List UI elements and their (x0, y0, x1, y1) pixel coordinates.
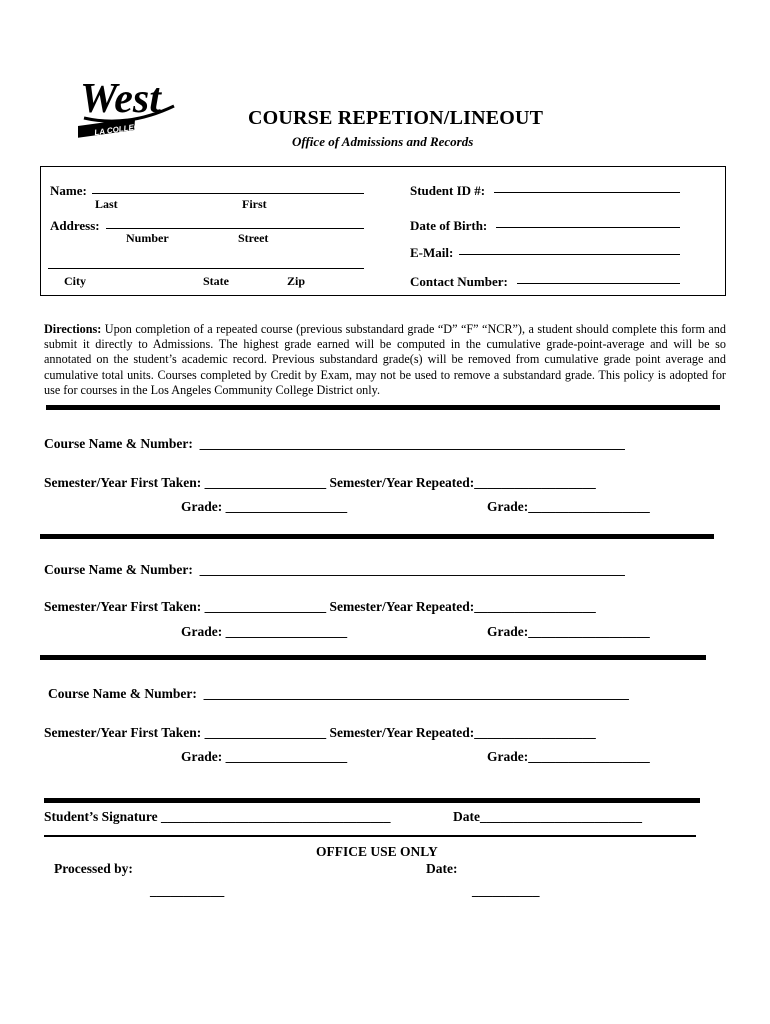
course-name-number-field[interactable]: Course Name & Number: _______________________________________________________________ (48, 686, 629, 701)
office-date-field[interactable]: __________ (472, 883, 540, 898)
city-state-zip-field[interactable] (48, 268, 364, 269)
section-divider (40, 534, 714, 539)
student-id-field[interactable] (494, 192, 680, 193)
email-field[interactable] (459, 254, 680, 255)
signature-date-field[interactable]: Date________________________ (453, 809, 642, 824)
dob-field[interactable] (496, 227, 680, 228)
processed-by-field[interactable]: ___________ (150, 883, 225, 898)
semester-year-field[interactable]: Semester/Year First Taken: __________________ Semester/Year Repeated:__________________ (44, 725, 596, 740)
email-label: E-Mail: (410, 245, 454, 260)
repeated-grade-field[interactable]: Grade:__________________ (487, 624, 650, 639)
logo-subtext: LA COLLEGE (93, 121, 146, 138)
directions-label: Directions: (44, 322, 102, 336)
contact-number-field[interactable] (517, 283, 680, 284)
address-field[interactable] (106, 228, 364, 229)
college-logo (78, 72, 178, 142)
first-grade-field[interactable]: Grade: __________________ (181, 499, 348, 514)
last-name-caption: Last (95, 197, 118, 211)
directions-paragraph (44, 322, 726, 398)
semester-year-field[interactable]: Semester/Year First Taken: __________________ Semester/Year Repeated:__________________ (44, 475, 596, 490)
street-caption: Street (238, 231, 269, 245)
repeated-grade-field[interactable]: Grade:__________________ (487, 499, 650, 514)
section-divider (46, 405, 720, 410)
zip-caption: Zip (287, 274, 306, 288)
first-grade-field[interactable]: Grade: __________________ (181, 749, 348, 764)
state-caption: State (203, 274, 229, 288)
section-divider (40, 655, 706, 660)
contact-number-label: Contact Number: (410, 274, 508, 289)
directions-text: Upon completion of a repeated course (previous substandard grade “D” “F” “NCR”), a student should complete this form and submit it directly to Admissions. The highest grade earned will be computed in the cumulative grade-point-average and will be so annotated on the student’s academic record. Previous substandard grade(s) will be removed from cumulative grade point average and cumulative total units. Courses completed by Credit by Exam, may not be used to remove a substandard grade. This policy is adopted for use for courses in the Los Angeles Community College District only. (44, 322, 726, 397)
course-name-number-field[interactable]: Course Name & Number: _______________________________________________________________ (44, 436, 625, 451)
name-field[interactable] (92, 193, 364, 194)
first-grade-field[interactable]: Grade: __________________ (181, 624, 348, 639)
form-title: COURSE REPETION/LINEOUT (248, 107, 544, 129)
repeated-grade-field[interactable]: Grade:__________________ (487, 749, 650, 764)
office-use-title: OFFICE USE ONLY (316, 844, 438, 859)
student-id-label: Student ID #: (410, 183, 486, 198)
course-name-number-field[interactable]: Course Name & Number: _______________________________________________________________ (44, 562, 625, 577)
processed-by-label: Processed by: (54, 861, 133, 876)
office-date-label: Date: (426, 861, 458, 876)
first-name-caption: First (242, 197, 267, 211)
city-caption: City (64, 274, 86, 288)
student-signature-field[interactable]: Student’s Signature __________________________________ (44, 809, 391, 824)
number-caption: Number (126, 231, 169, 245)
logo-word: West (80, 76, 161, 122)
semester-year-field[interactable]: Semester/Year First Taken: __________________ Semester/Year Repeated:__________________ (44, 599, 596, 614)
dob-label: Date of Birth: (410, 218, 488, 233)
office-divider (44, 835, 696, 837)
name-label: Name: (50, 183, 87, 198)
address-label: Address: (50, 218, 100, 233)
section-divider (44, 798, 700, 803)
form-subtitle: Office of Admissions and Records (292, 134, 474, 149)
